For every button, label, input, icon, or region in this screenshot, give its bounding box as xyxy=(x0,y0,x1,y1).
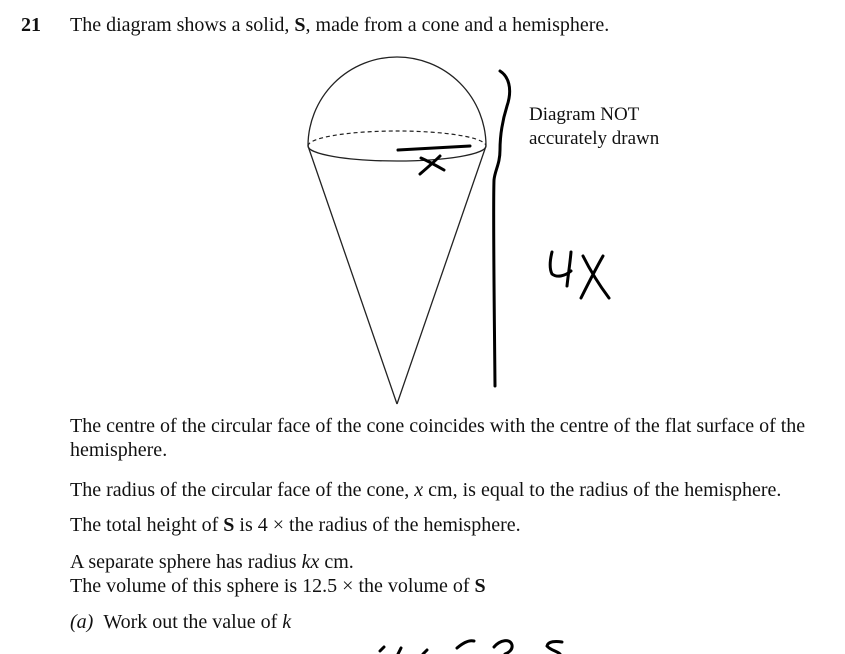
diagram-note-line2: accurately drawn xyxy=(529,128,660,149)
diagram-note-line1: Diagram NOT xyxy=(529,104,640,125)
solid-label: S xyxy=(294,14,306,36)
sphere-line2 xyxy=(70,574,840,598)
paragraph-radius xyxy=(70,478,840,502)
part-a-label: (a) xyxy=(70,611,94,633)
variable-x: x xyxy=(414,479,424,501)
variable-k: k xyxy=(282,611,292,633)
cone-left-side xyxy=(308,146,397,404)
paragraph-height xyxy=(70,513,840,537)
sphere-line1 xyxy=(70,550,840,574)
p4-text-c: The volume of this sphere is 12.5 × the volume of xyxy=(70,575,475,597)
handwritten-bottom-working xyxy=(380,641,562,654)
paragraph-centre: The centre of the circular face of the cone coincides with the centre of the flat surface of the hemisphere. xyxy=(70,415,806,461)
p4-text-a: A separate sphere has radius xyxy=(70,551,302,573)
p3-text-a: The total height of xyxy=(70,514,224,536)
base-ellipse-back xyxy=(308,131,486,146)
diagram-note xyxy=(529,103,659,151)
p2-text-a: The radius of the circular face of the cone, xyxy=(70,479,415,501)
hemisphere-arc xyxy=(308,57,486,146)
cone-right-side xyxy=(397,146,486,404)
handwritten-height-label xyxy=(545,246,615,306)
p3-text-b: is 4 × the radius of the hemisphere. xyxy=(234,514,521,536)
solid-label-3: S xyxy=(474,575,486,597)
part-a-text: Work out the value of xyxy=(103,611,283,633)
question-number: 21 xyxy=(21,14,41,36)
solid-label-2: S xyxy=(223,514,235,536)
paragraph-sphere xyxy=(70,550,840,598)
part-a xyxy=(70,610,840,634)
intro-text-a: The diagram shows a solid, xyxy=(70,14,295,36)
intro-text-b: , made from a cone and a hemisphere. xyxy=(305,14,610,36)
height-bracket xyxy=(494,71,510,386)
base-ellipse-front xyxy=(308,146,486,161)
variable-kx: kx xyxy=(301,551,320,573)
handwritten-radius-label xyxy=(398,146,470,174)
p2-text-b: cm, is equal to the radius of the hemisphere. xyxy=(423,479,782,501)
p4-text-b: cm. xyxy=(319,551,354,573)
